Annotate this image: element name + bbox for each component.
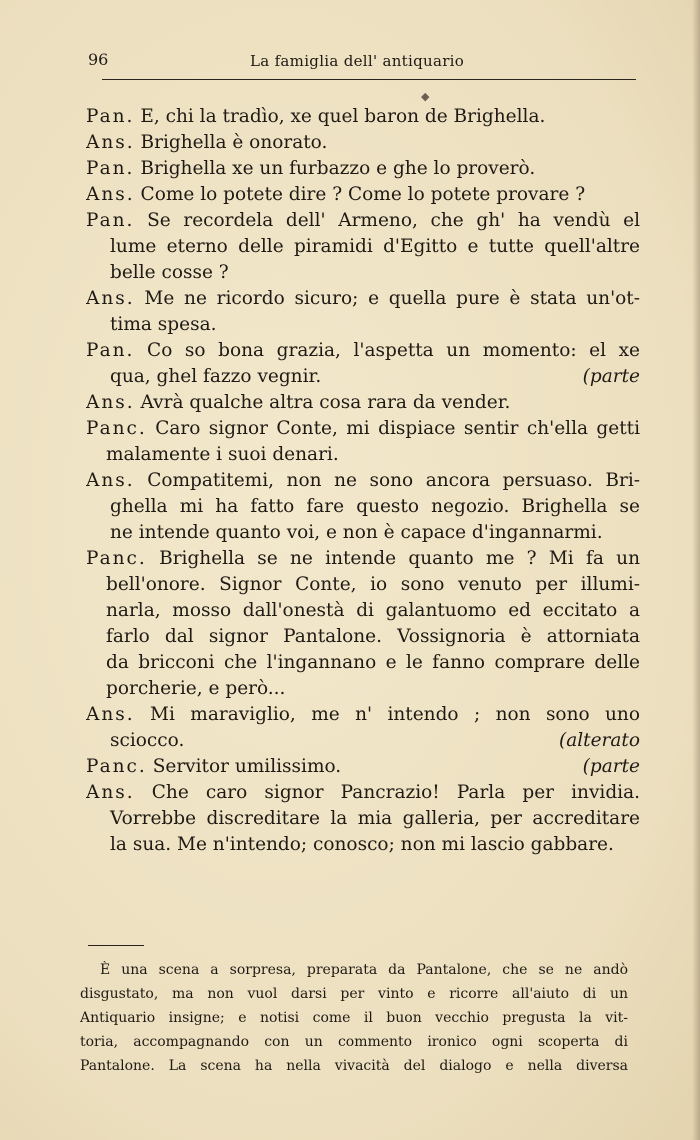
speech-text: sciocco. (110, 730, 185, 751)
speech-line (86, 728, 640, 754)
speech-line (86, 338, 640, 364)
stage-direction: (parte (582, 756, 640, 777)
speech-line (86, 832, 640, 858)
speech-block (86, 104, 640, 130)
speaker-name: Pan. (86, 210, 135, 231)
speech-text: Compatitemi, non ne sono ancora persuaso. Bri- (147, 470, 640, 491)
speech-line (86, 390, 640, 416)
speaker-name: Panc. (86, 548, 147, 569)
speech-line (86, 104, 640, 130)
speech-text: narla, mosso dall'onestà di galantuomo ed eccitato a (106, 600, 640, 621)
footnote (80, 958, 628, 1078)
speaker-name: Pan. (86, 158, 135, 179)
speech-text: Caro signor Conte, mi dispiace sentir ch'ella getti (155, 418, 640, 439)
speech-text: Me ne ricordo sicuro; e quella pure è stata un'ot- (144, 288, 640, 309)
speech-line (86, 364, 640, 390)
speech-block (86, 286, 640, 338)
speech-text: Brighella xe un furbazzo e ghe lo proverò. (140, 158, 536, 179)
speech-line (86, 156, 640, 182)
speech-text: Mi maraviglio, me n' intendo ; non sono uno (150, 704, 640, 725)
footnote-line: toria, accompagnando con un commento ironico ogni scoperta di (80, 1034, 628, 1050)
speech-text: porcherie, e però... (106, 678, 286, 699)
speech-block (86, 130, 640, 156)
speech-line (86, 624, 640, 650)
speech-text: malamente i suoi denari. (106, 444, 339, 465)
footnote-line: Pantalone. La scena ha nella vivacità del dialogo e nella diversa (80, 1058, 628, 1074)
speech-line (86, 676, 640, 702)
stage-direction: (parte (582, 366, 640, 387)
speech-line (86, 754, 640, 780)
speech-block (86, 546, 640, 702)
footnote-rule (88, 945, 144, 946)
speech-text: Che caro signor Pancrazio! Parla per invidia. (151, 782, 640, 803)
speech-text: Vorrebbe discreditare la mia galleria, per accreditare (110, 808, 640, 829)
speaker-name: Ans. (86, 392, 135, 413)
speaker-name: Panc. (86, 418, 147, 439)
speech-line (86, 650, 640, 676)
speech-block (86, 780, 640, 858)
speech-text: farlo dal signor Pantalone. Vossignoria è attorniata (106, 626, 640, 647)
speech-line (86, 442, 640, 468)
speech-line (86, 234, 640, 260)
speech-line (86, 572, 640, 598)
speech-text: Come lo potete dire ? Come lo potete provare ? (140, 184, 586, 205)
speech-text: belle cosse ? (110, 262, 229, 283)
speaker-name: Panc. (86, 756, 147, 777)
footnote-line: disgustato, ma non vuol darsi per vinto e ricorre all'aiuto di un (80, 986, 628, 1002)
speaker-name: Ans. (86, 470, 135, 491)
speech-line (86, 806, 640, 832)
speech-block (86, 156, 640, 182)
speech-line (86, 702, 640, 728)
speech-block (86, 390, 640, 416)
speech-text: Servitor umilissimo. (152, 756, 342, 777)
speech-block (86, 702, 640, 754)
speech-line (86, 468, 640, 494)
speech-text: ne intende quanto voi, e non è capace d'ingannarmi. (110, 522, 603, 543)
speech-text: la sua. Me n'intendo; conosco; non mi lascio gabbare. (110, 834, 614, 855)
speech-text: E, chi la tradìo, xe quel baron de Brighella. (140, 106, 546, 127)
speech-text: Co so bona grazia, l'aspetta un momento: el xe (147, 340, 640, 361)
speech-line (86, 598, 640, 624)
speaker-name: Ans. (86, 132, 135, 153)
dialogue-body (86, 104, 640, 858)
running-title: La famiglia dell' antiquario (250, 52, 465, 70)
speech-line (86, 520, 640, 546)
speech-line (86, 494, 640, 520)
speech-line (86, 416, 640, 442)
speech-block (86, 754, 640, 780)
speaker-name: Pan. (86, 106, 135, 127)
speech-line (86, 130, 640, 156)
speech-line (86, 286, 640, 312)
speech-line (86, 182, 640, 208)
ornament-icon: ◆ (421, 90, 430, 103)
speech-text: Se recordela dell' Armeno, che gh' ha vendù el (147, 210, 640, 231)
speech-line (86, 260, 640, 286)
speech-text: bell'onore. Signor Conte, io sono venuto per illumi- (106, 574, 640, 595)
speech-block (86, 416, 640, 468)
page-edge-shadow (692, 0, 700, 1140)
page-header (88, 50, 636, 80)
speech-line (86, 312, 640, 338)
speech-block (86, 208, 640, 286)
speech-text: Brighella se ne intende quanto me ? Mi fa un (159, 548, 640, 569)
stage-direction: (alterato (559, 730, 640, 751)
speaker-name: Ans. (86, 288, 135, 309)
speech-block (86, 338, 640, 390)
speech-block (86, 468, 640, 546)
speech-text: qua, ghel fazzo vegnir. (110, 366, 322, 387)
speaker-name: Pan. (86, 340, 135, 361)
speech-text: tima spesa. (110, 314, 217, 335)
header-rule (102, 79, 636, 80)
speaker-name: Ans. (86, 704, 135, 725)
speech-line (86, 208, 640, 234)
speech-line (86, 780, 640, 806)
speaker-name: Ans. (86, 184, 135, 205)
speech-text: Brighella è onorato. (140, 132, 328, 153)
speech-text: Avrà qualche altra cosa rara da vender. (140, 392, 511, 413)
speech-block (86, 182, 640, 208)
speech-text: ghella mi ha fatto fare questo negozio. Brighella se (110, 496, 640, 517)
page-number: 96 (88, 50, 109, 69)
speech-line (86, 546, 640, 572)
footnote-line: Antiquario insigne; e notisi come il buon vecchio pregusta la vit- (80, 1010, 628, 1026)
speech-text: da bricconi che l'ingannano e le fanno comprare delle (106, 652, 640, 673)
speaker-name: Ans. (86, 782, 135, 803)
speech-text: lume eterno delle piramidi d'Egitto e tutte quell'altre (110, 236, 640, 257)
footnote-line: È una scena a sorpresa, preparata da Pantalone, che se ne andò (100, 962, 628, 978)
